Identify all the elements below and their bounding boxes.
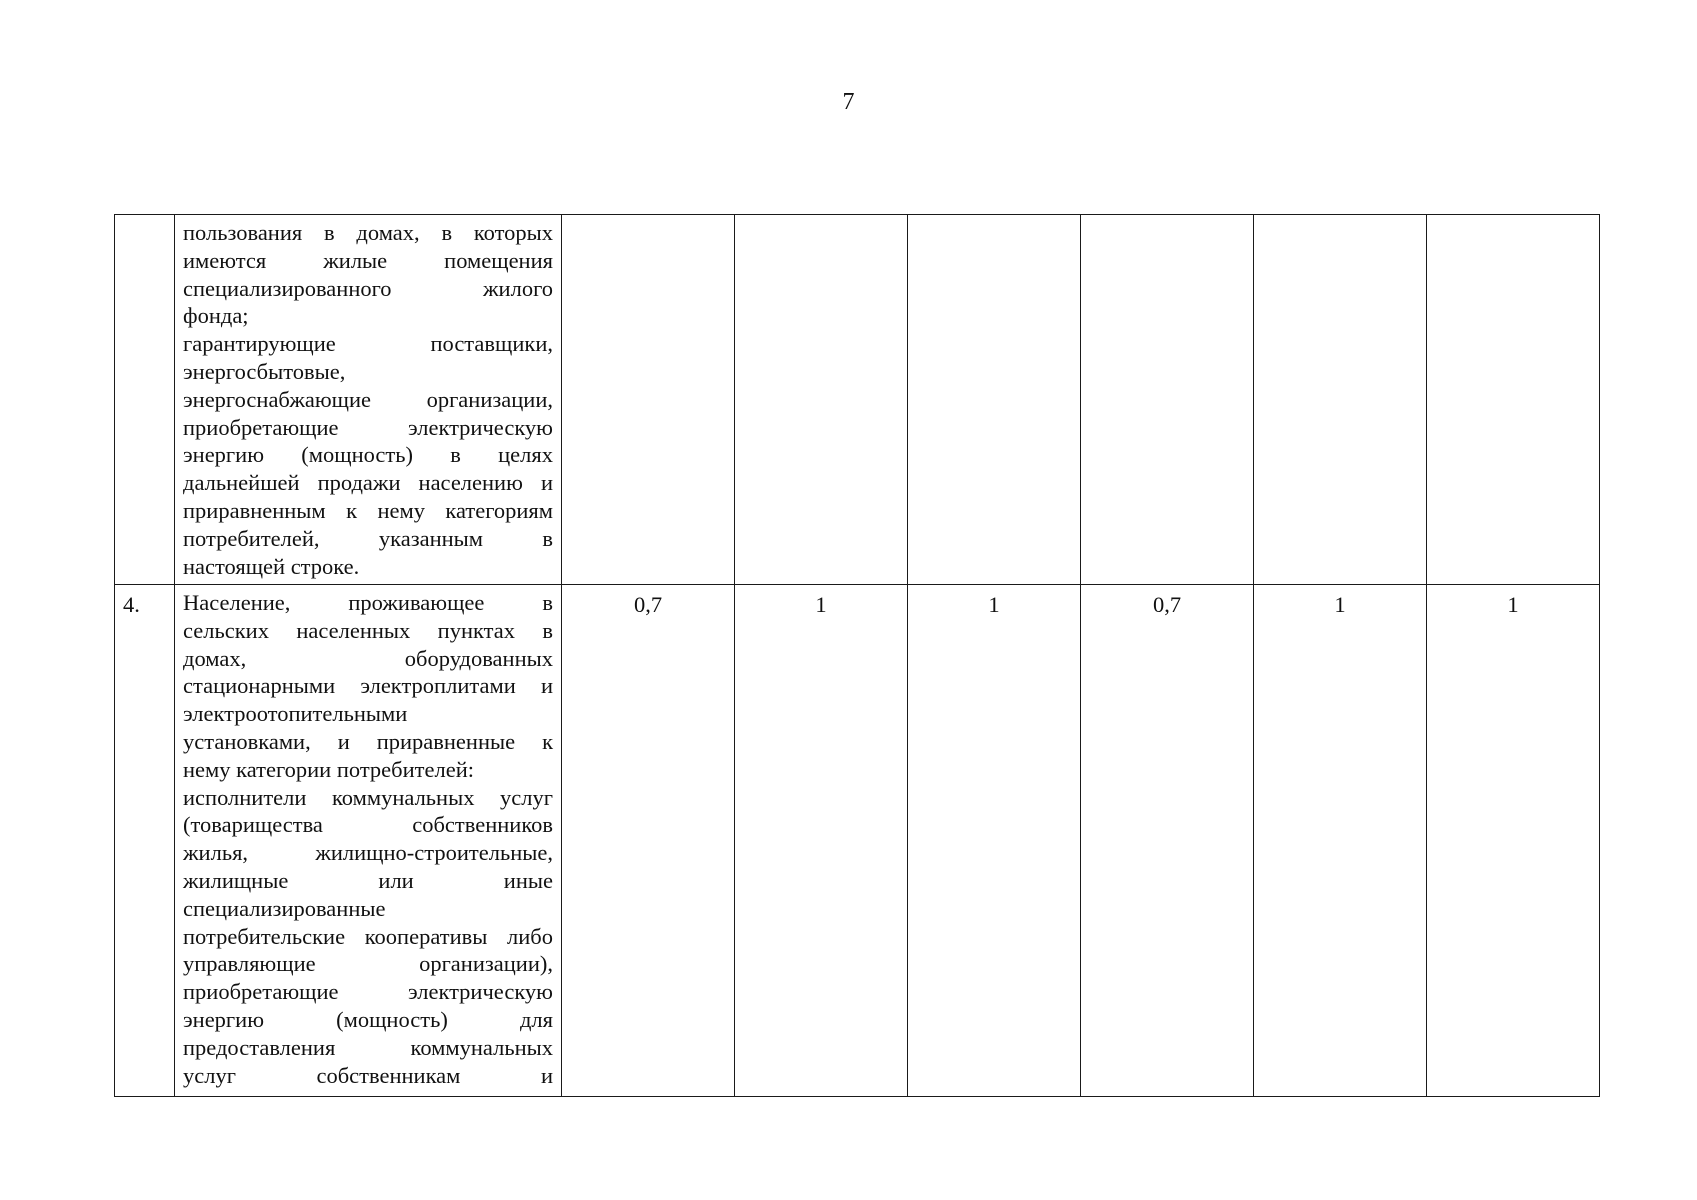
category-text-line: энергию (мощность) в целях [183, 442, 553, 468]
category-text-line: установками, и приравненные к [183, 728, 553, 754]
consumer-category-cell [175, 585, 562, 1097]
category-text-line: стационарными электроплитами и [183, 673, 553, 699]
coefficient-cell [1081, 215, 1254, 585]
coefficient-cell [1254, 215, 1427, 585]
coefficient-cell [1427, 215, 1600, 585]
category-text-line: электроотопительными [183, 701, 408, 727]
category-text-line: специализированные [183, 895, 386, 921]
coefficient-cell [908, 215, 1081, 585]
tariff-coefficients-table [114, 214, 1600, 1097]
coefficient-cell [735, 215, 908, 585]
table-row [115, 585, 1600, 1097]
category-text-line: специализированного жилого [183, 275, 553, 301]
category-text-line: настоящей строке. [183, 553, 360, 579]
category-text-line: энергосбытовые, [183, 358, 346, 384]
category-text-line: энергоснабжающие организации, [183, 386, 553, 412]
coefficient-cell: 1 [1254, 585, 1427, 1097]
row-number-cell: 4. [115, 585, 175, 1097]
category-text-line: приобретающие электрическую [183, 979, 553, 1005]
category-text-line: пользования в домах, в которых [183, 220, 553, 245]
category-text-line: сельских населенных пунктах в [183, 617, 553, 643]
category-text-line: жилищные или иные [183, 867, 553, 893]
category-text-line: потребительские кооперативы либо [183, 923, 553, 949]
category-text-line: (товарищества собственников [183, 812, 553, 838]
category-text-line: потребителей, указанным в [183, 525, 553, 551]
table-row [115, 215, 1600, 585]
category-text-line: приравненным к нему категориям [183, 497, 553, 523]
category-text-line: нему категории потребителей: [183, 756, 474, 782]
category-text-line: услуг собственникам и [183, 1062, 553, 1088]
consumer-category-cell [175, 215, 562, 585]
coefficient-cell: 1 [1427, 585, 1600, 1097]
category-text-line: энергию (мощность) для [183, 1006, 553, 1032]
row-number-cell [115, 215, 175, 585]
coefficient-cell: 1 [735, 585, 908, 1097]
category-text-line: управляющие организации), [183, 951, 553, 977]
category-text-line: исполнители коммунальных услуг [183, 784, 553, 810]
category-text-line: Население, проживающее в [183, 590, 553, 615]
category-text-line: дальнейшей продажи населению и [183, 470, 553, 496]
coefficient-cell: 0,7 [1081, 585, 1254, 1097]
category-text-line: домах, оборудованных [183, 645, 553, 671]
category-text-line: имеются жилые помещения [183, 247, 553, 273]
category-text-line: предоставления коммунальных [183, 1034, 553, 1060]
coefficient-cell [562, 215, 735, 585]
category-text-line: фонда; [183, 303, 249, 329]
category-text-line: приобретающие электрическую [183, 414, 553, 440]
coefficient-cell: 0,7 [562, 585, 735, 1097]
coefficient-cell: 1 [908, 585, 1081, 1097]
page-number: 7 [842, 89, 855, 115]
category-text-line: жилья, жилищно-строительные, [183, 840, 553, 866]
category-text-line: гарантирующие поставщики, [183, 331, 553, 357]
